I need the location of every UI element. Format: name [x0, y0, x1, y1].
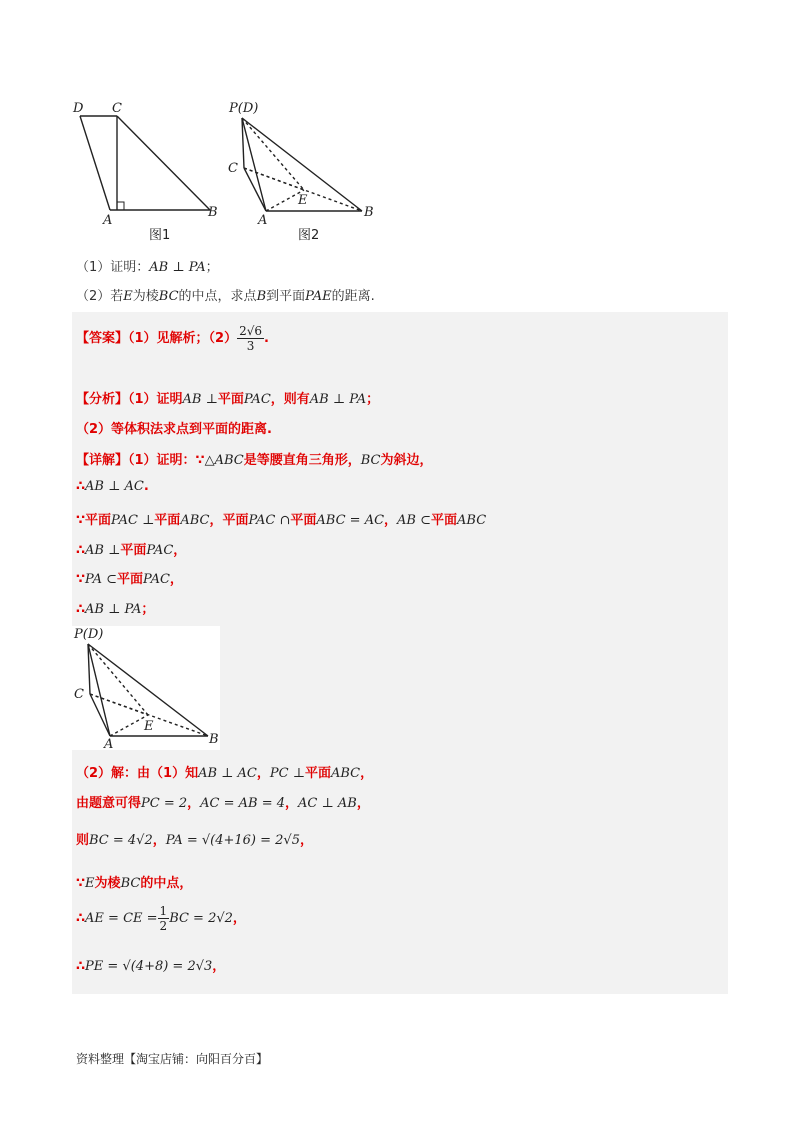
p2-l1-m2: PC ⊥ — [269, 766, 305, 781]
detail-l1-m1: △ABC — [204, 453, 244, 468]
p2-l4-t2: 为棱 — [94, 876, 121, 891]
q2-t4: 到平面 — [266, 289, 306, 304]
detail-l3-t3: ，平面 — [209, 513, 249, 528]
part2-line-3 — [76, 829, 313, 848]
p2-l3-t3: ， — [299, 833, 313, 848]
analysis-l1-m1: AB ⊥ — [182, 392, 218, 407]
detail-l4-t1: ∴ — [76, 543, 86, 558]
detail-l3-m5: AB ⊂ — [397, 513, 432, 528]
q1-math: AB ⊥ PA — [149, 260, 206, 275]
detail-l6-m1: AB ⊥ PA — [85, 602, 142, 617]
fig2-label-pd: P(D) — [229, 101, 259, 116]
detail-l5-m1: PA ⊂ — [85, 572, 118, 587]
detail-l5-t1: ∵ — [76, 572, 86, 587]
p2-l1-t1: （2）解：由（1）知 — [76, 766, 199, 781]
part2-line-6 — [76, 955, 225, 974]
fig1-label-d: D — [73, 101, 84, 116]
detail-l6-t2: ； — [141, 602, 155, 617]
footer-text: 资料整理【淘宝店铺：向阳百分百】 — [76, 1052, 269, 1066]
analysis-l1-t4: ； — [366, 392, 380, 407]
p2-l1-t2: ， — [256, 766, 270, 781]
fig3-label-e: E — [144, 719, 154, 734]
analysis-l1-m2: PAC — [243, 392, 271, 407]
p2-l2-m2: AC = AB = 4 — [200, 796, 286, 811]
answer-frac-den: 3 — [246, 339, 255, 353]
p2-l5-frac-num: 1 — [159, 904, 168, 918]
part2-line-4 — [76, 872, 192, 891]
detail-l3-t2: 平面 — [154, 513, 181, 528]
p2-l3-m1: BC = 4√2 — [89, 833, 153, 848]
p2-l4-m1: E — [85, 876, 95, 891]
fig2-label-c: C — [228, 161, 238, 176]
fig1-label-a: A — [103, 213, 113, 228]
detail-line-6 — [76, 598, 154, 617]
q2-t2: 为棱 — [132, 289, 159, 304]
figure-2 — [222, 96, 382, 231]
part2-line-2 — [76, 792, 370, 811]
answer-label: 【答案】（1）见解析；（2） — [76, 331, 238, 346]
analysis-l1-label: 【分析】（1）证明 — [76, 392, 183, 407]
part2-line-5 — [76, 904, 246, 933]
detail-l3-t6: 平面 — [431, 513, 458, 528]
fig2-label-b: B — [364, 205, 374, 220]
p2-l2-t2: ， — [187, 796, 201, 811]
fig1-label-c: C — [112, 101, 122, 116]
part2-line-1 — [76, 762, 373, 781]
detail-l1-m2: BC — [360, 453, 381, 468]
figure-1-caption: 图1 — [149, 228, 171, 243]
detail-l3-t1: ∵平面 — [76, 513, 112, 528]
detail-l3-m3: PAC ∩ — [248, 513, 291, 528]
figure-3 — [72, 626, 220, 750]
q2-e: E — [123, 289, 133, 304]
q2-b: B — [256, 289, 267, 304]
detail-line-1 — [76, 449, 433, 468]
p2-l5-m2: BC = 2√2 — [169, 911, 233, 926]
q2-t5: 的距离. — [331, 289, 375, 304]
p2-l5-frac-den: 2 — [159, 919, 168, 933]
fig3-label-b: B — [209, 732, 219, 747]
p2-l2-t3: ， — [285, 796, 299, 811]
detail-l3-m1: PAC ⊥ — [111, 513, 155, 528]
figure-1 — [70, 98, 230, 243]
p2-l3-m2: PA = √(4+16) = 2√5 — [165, 833, 300, 848]
fig3-label-pd: P(D) — [74, 627, 104, 642]
analysis-line-1 — [76, 388, 379, 407]
fig3-label-a: A — [104, 737, 114, 750]
detail-l5-m2: PAC — [143, 572, 170, 587]
q2-bc: BC — [158, 289, 179, 304]
question-2 — [76, 285, 375, 304]
p2-l1-t4: ， — [360, 766, 374, 781]
detail-l1-t2: 是等腰直角三角形， — [243, 453, 361, 468]
p2-l2-m3: AC ⊥ AB — [298, 796, 357, 811]
detail-l2-t: ∴ — [76, 479, 86, 494]
detail-line-3 — [76, 509, 486, 528]
q2-pae: PAE — [305, 289, 332, 304]
detail-l1-label: 【详解】（1）证明：∵ — [76, 453, 205, 468]
answer-fraction — [237, 324, 264, 353]
detail-l3-m6: ABC — [457, 513, 487, 528]
fig3-label-c: C — [74, 687, 84, 702]
analysis-l1-t2: 平面 — [217, 392, 244, 407]
p2-l5-frac — [158, 904, 170, 933]
detail-l3-m2: ABC — [180, 513, 210, 528]
detail-l5-t3: ， — [169, 572, 183, 587]
detail-l5-t2: 平面 — [117, 572, 144, 587]
detail-l3-t4: 平面 — [290, 513, 317, 528]
p2-l4-t3: 的中点， — [140, 876, 193, 891]
q1-suffix: ； — [205, 260, 219, 275]
detail-l4-t2: 平面 — [120, 543, 147, 558]
analysis-l1-m3: AB ⊥ PA — [309, 392, 367, 407]
detail-l2-m: AB ⊥ AC — [85, 479, 144, 494]
q1-prefix: （1）证明： — [76, 260, 150, 275]
p2-l1-t3: 平面 — [304, 766, 331, 781]
q2-t3: 的中点，求点 — [178, 289, 257, 304]
analysis-line-2: （2）等体积法求点到平面的距离. — [76, 422, 272, 437]
detail-l4-t3: ， — [173, 543, 187, 558]
detail-line-5 — [76, 568, 183, 587]
detail-l2-end: . — [143, 479, 149, 494]
p2-l6-m1: PE = √(4+8) = 2√3 — [85, 959, 213, 974]
p2-l6-t1: ∴ — [76, 959, 86, 974]
p2-l4-t1: ∵ — [76, 876, 86, 891]
answer-frac-num: 2√6 — [239, 324, 263, 338]
p2-l4-m2: BC — [120, 876, 141, 891]
detail-line-2 — [76, 479, 149, 494]
question-1 — [76, 256, 219, 275]
p2-l6-t2: ， — [212, 959, 226, 974]
p2-l2-m1: PC = 2 — [141, 796, 188, 811]
p2-l5-m1: AE = CE = — [85, 911, 158, 926]
fig2-label-e: E — [298, 193, 308, 208]
detail-l4-m2: PAC — [146, 543, 174, 558]
p2-l2-t1: 由题意可得 — [76, 796, 142, 811]
detail-l3-t5: ， — [384, 513, 398, 528]
detail-l4-m1: AB ⊥ — [85, 543, 121, 558]
p2-l1-m1: AB ⊥ AC — [198, 766, 257, 781]
analysis-l1-t3: ，则有 — [270, 392, 310, 407]
p2-l3-t2: ， — [152, 833, 166, 848]
fig2-label-a: A — [258, 213, 268, 228]
answer-end: . — [264, 331, 269, 346]
figure-2-caption: 图2 — [298, 228, 320, 243]
detail-l1-t3: 为斜边， — [380, 453, 433, 468]
p2-l5-t2: ， — [232, 911, 246, 926]
detail-l6-t1: ∴ — [76, 602, 86, 617]
p2-l5-t1: ∴ — [76, 911, 86, 926]
p2-l3-t1: 则 — [76, 833, 90, 848]
detail-line-4 — [76, 539, 186, 558]
answer-line — [76, 324, 269, 353]
fig1-label-b: B — [208, 205, 218, 220]
q2-t1: （2）若 — [76, 289, 124, 304]
p2-l2-t4: ， — [356, 796, 370, 811]
detail-l3-m4: ABC = AC — [316, 513, 385, 528]
p2-l1-m3: ABC — [330, 766, 361, 781]
